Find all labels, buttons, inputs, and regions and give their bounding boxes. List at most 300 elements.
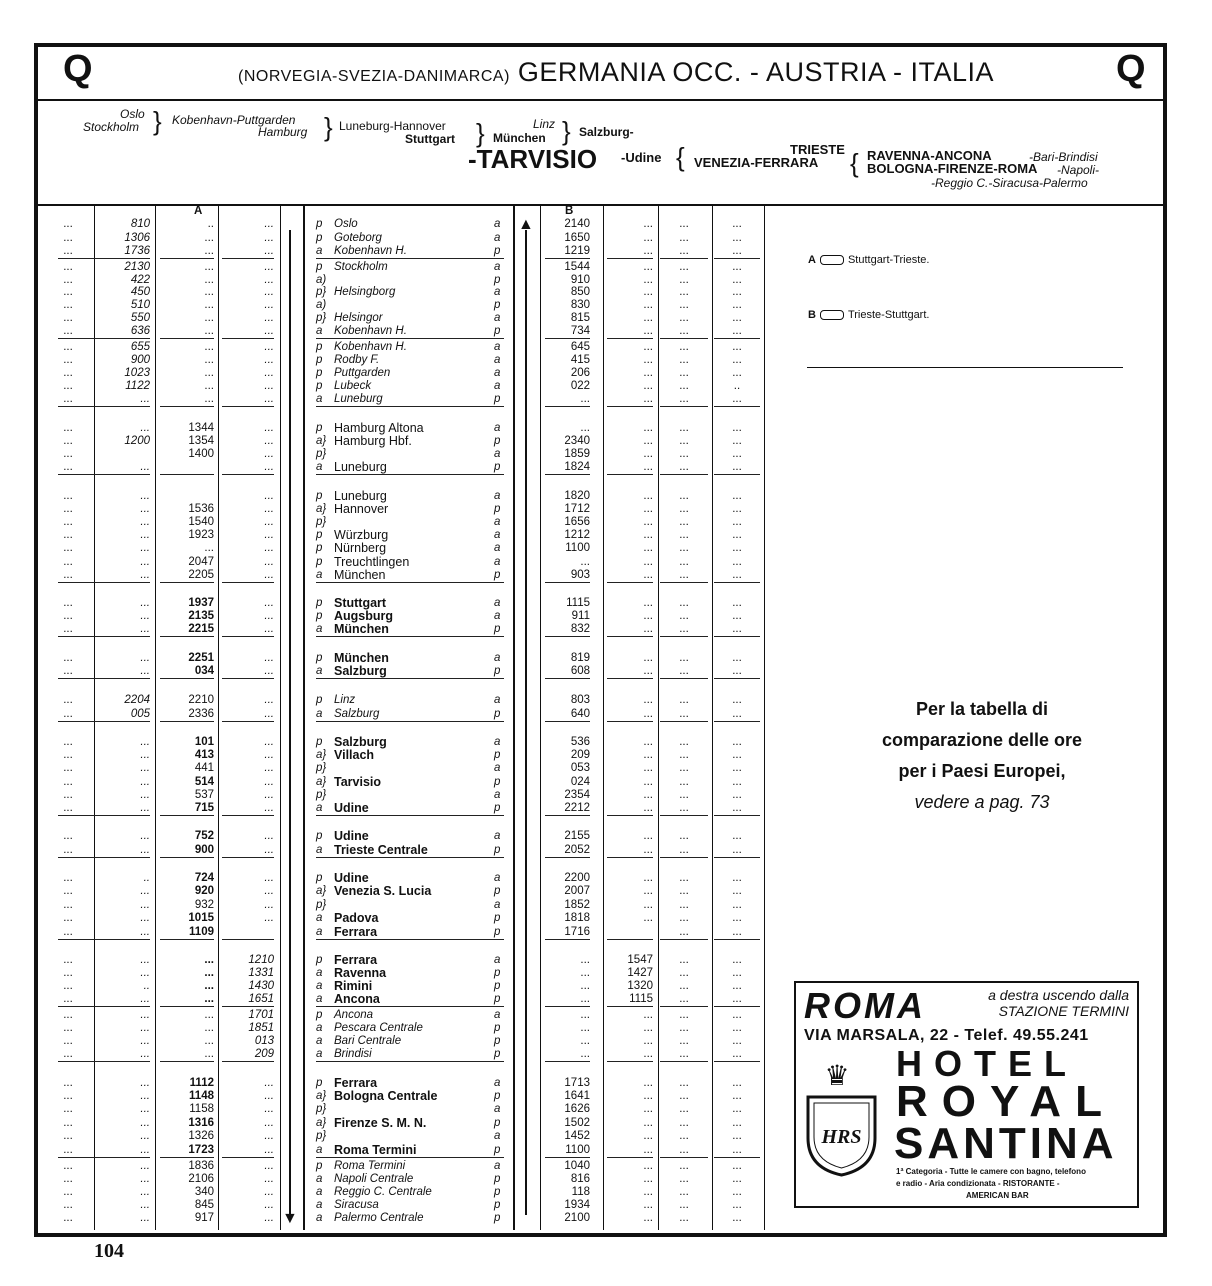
time-cell: ... — [63, 261, 73, 273]
arrival-departure-mark: p — [316, 542, 323, 554]
time-cell: 2354 — [564, 789, 590, 801]
time-cell: ... — [580, 954, 590, 966]
time-cell: ... — [264, 529, 274, 541]
time-cell: ... — [732, 312, 742, 324]
station-name: Udine — [334, 829, 369, 843]
time-cell: ... — [732, 926, 742, 938]
ad-desc-3: AMERICAN BAR — [966, 1191, 1029, 1200]
time-cell: ... — [140, 569, 150, 581]
time-cell: ... — [264, 899, 274, 911]
time-cell: ... — [732, 218, 742, 230]
time-cell: ... — [679, 1186, 689, 1198]
countries-large: GERMANIA OCC. - AUSTRIA - ITALIA — [517, 57, 994, 87]
time-cell: 1219 — [564, 245, 590, 257]
arrival-departure-mark: a — [494, 610, 501, 622]
time-cell: 1859 — [564, 448, 590, 460]
ad-direction-1: a destra uscendo dalla — [988, 987, 1129, 1003]
time-cell: ... — [140, 542, 150, 554]
time-cell: ... — [643, 422, 653, 434]
row-divider — [660, 1006, 708, 1007]
legend-b-text: Trieste-Stuttgart. — [847, 309, 930, 321]
row-divider — [545, 815, 590, 816]
time-cell: ... — [732, 435, 742, 447]
arrival-departure-mark: p — [494, 435, 501, 447]
arrival-departure-mark: p — [494, 967, 501, 979]
time-cell: ... — [63, 708, 73, 720]
arrival-departure-mark: a} — [316, 435, 327, 447]
time-cell: ... — [63, 872, 73, 884]
row-divider — [222, 582, 274, 583]
time-cell: 2200 — [564, 872, 590, 884]
station-name: Nürnberg — [334, 541, 387, 555]
arrival-departure-mark: a — [494, 380, 501, 392]
time-cell: ... — [63, 789, 73, 801]
arrival-departure-mark: a — [316, 569, 323, 581]
row-divider — [58, 939, 96, 940]
time-cell: ... — [580, 1035, 590, 1047]
time-cell: ... — [264, 286, 274, 298]
time-cell: ... — [63, 623, 73, 635]
time-cell: ... — [679, 325, 689, 337]
time-cell: ... — [264, 1117, 274, 1129]
row-divider — [607, 1006, 653, 1007]
time-cell: ... — [140, 1160, 150, 1172]
station-name: Brindisi — [334, 1048, 372, 1060]
route-bologna: BOLOGNA-FIRENZE-ROMA — [867, 161, 1038, 176]
time-cell: ... — [732, 1035, 742, 1047]
arrival-departure-mark: a — [494, 694, 501, 706]
time-cell: ... — [643, 899, 653, 911]
row-divider — [160, 678, 214, 679]
row-divider — [222, 678, 274, 679]
time-cell: ... — [679, 503, 689, 515]
time-cell: ... — [679, 299, 689, 311]
station-name: Luneburg — [334, 460, 387, 474]
row-divider — [545, 939, 590, 940]
time-cell: 510 — [130, 299, 150, 311]
time-cell: ... — [140, 422, 150, 434]
station-name: Luneburg — [334, 393, 383, 405]
time-cell: 1641 — [564, 1090, 590, 1102]
time-cell: 1400 — [188, 448, 214, 460]
time-cell: ... — [264, 556, 274, 568]
time-cell: ... — [63, 274, 73, 286]
time-cell: ... — [63, 569, 73, 581]
arrival-departure-mark: a — [316, 980, 323, 992]
time-cell: ... — [732, 776, 742, 788]
arrival-departure-mark: p — [494, 993, 501, 1005]
time-cell: 1326 — [188, 1130, 214, 1142]
time-cell: ... — [643, 1160, 653, 1172]
row-divider — [96, 338, 150, 339]
time-cell: ... — [63, 1173, 73, 1185]
row-divider — [160, 636, 214, 637]
time-cell: ... — [264, 261, 274, 273]
row-divider — [545, 721, 590, 722]
time-cell: ... — [204, 325, 214, 337]
time-cell: ... — [63, 232, 73, 244]
row-divider — [160, 338, 214, 339]
time-cell: ... — [140, 993, 150, 1005]
time-cell: ... — [643, 312, 653, 324]
time-cell: ... — [140, 830, 150, 842]
time-cell: ... — [264, 749, 274, 761]
time-cell: ... — [679, 844, 689, 856]
time-cell: ... — [643, 232, 653, 244]
arrival-departure-mark: a — [316, 393, 323, 405]
row-divider — [222, 338, 274, 339]
station-name: Bologna Centrale — [334, 1089, 438, 1103]
time-cell: ... — [679, 597, 689, 609]
time-cell: 2140 — [564, 218, 590, 230]
arrival-departure-mark: p} — [316, 1103, 327, 1115]
time-cell: ... — [264, 461, 274, 473]
arrival-departure-mark: a — [494, 261, 501, 273]
time-cell: 2106 — [188, 1173, 214, 1185]
time-cell: 2100 — [564, 1212, 590, 1224]
time-cell: ... — [264, 830, 274, 842]
countries-small: (NORVEGIA-SVEZIA-DANIMARCA) — [238, 68, 510, 85]
time-cell: ... — [732, 802, 742, 814]
time-cell: ... — [140, 762, 150, 774]
arrival-departure-mark: a — [316, 665, 323, 677]
time-cell: 1650 — [564, 232, 590, 244]
time-cell: ... — [679, 1199, 689, 1211]
time-cell: ... — [679, 1035, 689, 1047]
time-cell: ... — [679, 694, 689, 706]
page-number: 104 — [94, 1240, 124, 1262]
time-cell: ... — [63, 980, 73, 992]
time-cell: ... — [63, 461, 73, 473]
time-cell: ... — [264, 776, 274, 788]
time-cell: ... — [63, 885, 73, 897]
time-cell: ... — [264, 665, 274, 677]
time-cell: ... — [140, 802, 150, 814]
row-divider — [714, 1157, 760, 1158]
time-cell: ... — [264, 312, 274, 324]
row-divider — [222, 406, 274, 407]
time-cell: ... — [643, 802, 653, 814]
column-divider — [303, 206, 305, 1230]
time-cell: 536 — [570, 736, 590, 748]
time-cell: ... — [732, 912, 742, 924]
time-cell: ... — [643, 1022, 653, 1034]
time-cell: ... — [140, 1103, 150, 1115]
time-cell: ... — [63, 299, 73, 311]
time-cell: ... — [732, 872, 742, 884]
arrival-departure-mark: p — [316, 694, 323, 706]
time-cell: ... — [679, 954, 689, 966]
time-cell: ... — [643, 694, 653, 706]
arrival-departure-mark: p — [494, 665, 501, 677]
time-cell: ... — [679, 1077, 689, 1089]
time-cell: ... — [264, 736, 274, 748]
arrival-departure-mark: a — [316, 1048, 323, 1060]
time-cell: 900 — [130, 354, 150, 366]
time-cell: ... — [732, 665, 742, 677]
time-cell: ... — [140, 1186, 150, 1198]
time-cell: ... — [643, 542, 653, 554]
time-cell: 1723 — [188, 1144, 214, 1156]
arrival-departure-mark: a — [494, 367, 501, 379]
route-trieste: TRIESTE — [790, 142, 845, 157]
row-divider — [714, 678, 760, 679]
time-cell: 1100 — [565, 1144, 590, 1156]
arrival-departure-mark: a — [494, 422, 501, 434]
time-cell: ... — [732, 261, 742, 273]
time-cell: ... — [679, 1103, 689, 1115]
arrival-departure-mark: p — [494, 623, 501, 635]
brace-icon: { — [850, 148, 859, 178]
row-divider — [222, 721, 274, 722]
row-divider — [160, 474, 214, 475]
time-cell: ... — [732, 503, 742, 515]
time-cell: ... — [643, 245, 653, 257]
time-cell: ... — [732, 993, 742, 1005]
column-b-head: B — [565, 205, 574, 217]
station-name: Ancona — [334, 1009, 374, 1021]
time-cell: 2205 — [188, 569, 214, 581]
arrival-departure-mark: a — [494, 556, 501, 568]
arrival-departure-mark: p — [316, 490, 323, 502]
time-cell: ... — [264, 341, 274, 353]
time-cell: ... — [140, 529, 150, 541]
time-cell: ... — [732, 1144, 742, 1156]
time-cell: ... — [140, 490, 150, 502]
arrival-departure-mark: p — [316, 652, 323, 664]
time-cell: ... — [732, 789, 742, 801]
row-divider — [607, 474, 653, 475]
time-cell: ... — [643, 1173, 653, 1185]
time-cell: ... — [63, 802, 73, 814]
row-divider — [58, 474, 96, 475]
time-cell: ... — [679, 380, 689, 392]
row-divider — [316, 721, 504, 722]
route-hamburg: Hamburg — [258, 125, 308, 139]
station-name: Lubeck — [334, 380, 372, 392]
time-cell: ... — [643, 325, 653, 337]
time-cell: ... — [63, 1022, 73, 1034]
arrival-departure-mark: a — [494, 1077, 501, 1089]
time-cell: ... — [140, 1144, 150, 1156]
arrival-departure-mark: p} — [316, 312, 327, 324]
station-name: Palermo Centrale — [334, 1212, 424, 1224]
arrival-departure-mark: p — [316, 597, 323, 609]
time-cell: ... — [732, 1103, 742, 1115]
time-cell: 1536 — [188, 503, 214, 515]
time-cell: 2130 — [124, 261, 150, 273]
legend-divider — [807, 367, 1123, 368]
column-divider — [764, 206, 765, 1230]
row-divider — [316, 1157, 504, 1158]
time-cell: ... — [732, 232, 742, 244]
time-cell: ... — [63, 1144, 73, 1156]
time-cell: 1852 — [564, 899, 590, 911]
time-cell: ... — [204, 1048, 214, 1060]
arrival-departure-mark: p — [494, 1022, 501, 1034]
time-cell: ... — [643, 299, 653, 311]
time-cell: ... — [264, 218, 274, 230]
column-a-head: A — [194, 205, 203, 217]
arrival-departure-mark: p — [316, 380, 323, 392]
time-cell: ... — [732, 490, 742, 502]
station-name: Salzburg — [334, 735, 387, 749]
row-divider — [714, 1006, 760, 1007]
arrival-departure-mark: a — [494, 218, 501, 230]
arrival-departure-mark: a — [494, 1103, 501, 1115]
row-divider — [660, 636, 708, 637]
time-cell: ... — [732, 245, 742, 257]
row-divider — [316, 1006, 504, 1007]
time-cell: ... — [732, 1022, 742, 1034]
time-cell: ... — [732, 623, 742, 635]
time-cell: ... — [204, 1035, 214, 1047]
time-cell: 1712 — [564, 503, 590, 515]
time-cell: ... — [643, 556, 653, 568]
time-cell: ... — [643, 1103, 653, 1115]
row-divider — [160, 815, 214, 816]
time-cell: ... — [63, 762, 73, 774]
time-cell: ... — [63, 1160, 73, 1172]
time-cell: 1158 — [189, 1103, 214, 1115]
time-cell: .. — [733, 380, 741, 392]
time-cell: ... — [643, 569, 653, 581]
time-cell: ... — [63, 529, 73, 541]
station-name: Salzburg — [334, 664, 387, 678]
row-divider — [545, 338, 590, 339]
time-cell: ... — [204, 967, 214, 979]
station-name: Kobenhavn H. — [334, 325, 407, 337]
time-cell: ... — [643, 736, 653, 748]
time-cell: ... — [63, 749, 73, 761]
time-cell: ... — [63, 435, 73, 447]
row-divider — [316, 338, 504, 339]
arrival-departure-mark: p — [494, 461, 501, 473]
row-divider — [714, 636, 760, 637]
arrival-departure-mark: a — [494, 529, 501, 541]
row-divider — [545, 1006, 590, 1007]
row-divider — [607, 636, 653, 637]
time-cell: 1651 — [248, 993, 274, 1005]
time-cell: ... — [679, 736, 689, 748]
time-cell: 1937 — [188, 597, 214, 609]
row-divider — [714, 1061, 760, 1062]
route-kobenhavn: Kobenhavn-Puttgarden — [172, 113, 296, 127]
arrival-departure-mark: a — [494, 789, 501, 801]
arrival-departure-mark: a — [316, 461, 323, 473]
time-cell: ... — [679, 967, 689, 979]
time-cell: 101 — [194, 736, 214, 748]
time-cell: ... — [63, 393, 73, 405]
time-cell: ... — [140, 912, 150, 924]
time-cell: ... — [264, 610, 274, 622]
time-cell: 819 — [570, 652, 590, 664]
time-cell: ... — [140, 954, 150, 966]
time-cell: 013 — [254, 1035, 274, 1047]
station-name: Ferrara — [334, 1076, 378, 1090]
station-name: Siracusa — [334, 1199, 379, 1211]
arrival-departure-mark: a — [316, 708, 323, 720]
time-cell: 752 — [194, 830, 214, 842]
station-name: Trieste Centrale — [334, 843, 428, 857]
time-cell: ... — [732, 954, 742, 966]
time-cell: 1200 — [124, 435, 150, 447]
column-divider — [658, 206, 659, 1230]
arrival-departure-mark: a — [494, 286, 501, 298]
time-cell: 1115 — [629, 993, 653, 1005]
time-cell: 917 — [194, 1212, 214, 1224]
arrival-departure-mark: p — [316, 610, 323, 622]
row-divider — [58, 258, 96, 259]
time-cell: ... — [679, 762, 689, 774]
crown-icon: ♛ — [824, 1060, 850, 1091]
row-divider — [316, 815, 504, 816]
time-cell: 724 — [194, 872, 214, 884]
time-cell: ... — [679, 312, 689, 324]
time-cell: 450 — [130, 286, 150, 298]
arrival-departure-mark: a — [494, 736, 501, 748]
station-name: Würzburg — [334, 528, 389, 542]
arrival-departure-mark: a — [494, 516, 501, 528]
arrival-departure-mark: a — [494, 1160, 501, 1172]
arrival-departure-mark: p — [316, 354, 323, 366]
arrival-departure-mark: p — [316, 341, 323, 353]
time-cell: 1320 — [627, 980, 653, 992]
arrival-departure-mark: a} — [316, 1117, 327, 1129]
time-cell: ... — [204, 542, 214, 554]
countries-title — [238, 57, 994, 88]
row-divider — [96, 474, 150, 475]
arrival-departure-mark: a — [494, 232, 501, 244]
time-cell: 1100 — [565, 542, 590, 554]
time-cell: ... — [643, 1035, 653, 1047]
row-divider — [607, 582, 653, 583]
time-cell: ... — [204, 232, 214, 244]
hotel-advertisement — [794, 981, 1139, 1208]
time-cell: ... — [264, 1090, 274, 1102]
station-name: Treuchtlingen — [334, 555, 410, 569]
train-icon — [820, 310, 844, 320]
brace-icon: { — [676, 142, 685, 172]
time-cell: ... — [732, 749, 742, 761]
row-divider — [660, 406, 708, 407]
time-cell: ... — [140, 1130, 150, 1142]
time-cell: ... — [264, 393, 274, 405]
time-cell: ... — [732, 1212, 742, 1224]
station-name: Napoli Centrale — [334, 1173, 414, 1185]
time-cell: 810 — [130, 218, 150, 230]
arrival-departure-mark: p} — [316, 516, 327, 528]
time-cell: ... — [643, 1199, 653, 1211]
time-cell: 655 — [130, 341, 150, 353]
station-name: Puttgarden — [334, 367, 391, 379]
time-cell: ... — [204, 393, 214, 405]
info-line-2: comparazione delle ore — [881, 730, 1083, 750]
row-divider — [160, 1157, 214, 1158]
time-cell: ... — [63, 341, 73, 353]
row-divider — [607, 815, 653, 816]
time-cell: ... — [63, 830, 73, 842]
time-cell: ... — [63, 694, 73, 706]
time-cell: ... — [63, 367, 73, 379]
time-cell: ... — [140, 1035, 150, 1047]
row-divider — [607, 721, 653, 722]
time-cell: 832 — [570, 623, 590, 635]
time-cell: ... — [63, 1117, 73, 1129]
time-cell: ... — [643, 708, 653, 720]
time-cell: ... — [643, 1117, 653, 1129]
time-cell: ... — [140, 776, 150, 788]
